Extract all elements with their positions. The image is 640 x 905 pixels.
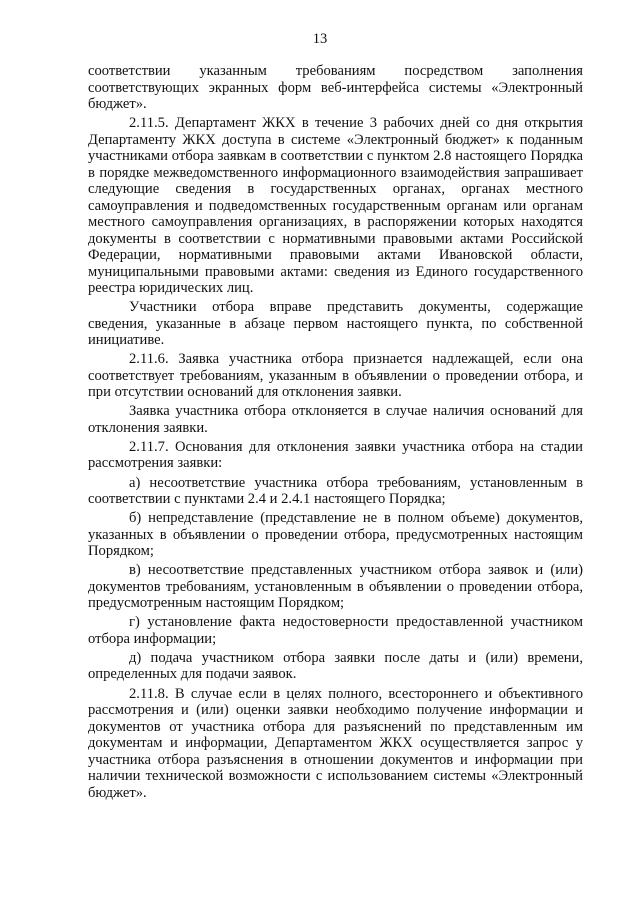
list-item-g: г) установление факта недостоверности предоставленной участником отбора информации;: [88, 614, 583, 647]
list-item-d: д) подача участником отбора заявки после даты и (или) времени, определенных для подачи заявок.: [88, 649, 583, 683]
paragraph-2-11-5: 2.11.5. Департамент ЖКХ в течение 3 рабочих дней со дня открытия Департаменту ЖКХ доступа в системе «Электронный бюджет» к поданным участниками отбора заявкам в соответствии с пунктом 2.8 настоящего Порядка в порядке межведомственного информационного взаимодействия запрашивает следующие сведения в государственных органах, органах местного самоуправления и подведомственных государственным органам или органам местного самоуправления организациях, в распоряжении которых находятся документы в соответствии с нормативными правовыми актами Российской Федерации, нормативными правовыми актами Ивановской области, муниципальными правовыми актами: сведения из Единого государственного реестра юридических лиц.: [88, 115, 583, 297]
paragraph-2-11-8: 2.11.8. В случае если в целях полного, всестороннего и объективного рассмотрения и (или) оценки заявки необходимо получение информации и документов от участника отбора для разъяснений по представленным им документам и информации, Департаментом ЖКХ осуществляется запрос у участника отбора разъяснения в отношении документов и информации при наличии технической возможности с использованием системы «Электронный бюджет».: [88, 685, 583, 801]
paragraph-continuation: соответствии указанным требованиям посредством заполнения соответствующих экранных форм веб-интерфейса системы «Электронный бюджет».: [88, 63, 583, 112]
paragraph-participants-right: Участники отбора вправе представить документы, содержащие сведения, указанные в абзаце первом настоящего пункта, по собственной инициативе.: [88, 299, 583, 349]
list-item-v: в) несоответствие представленных участником отбора заявок и (или) документов требованиям, установленным в объявлении о проведении отбора, предусмотренным настоящим Порядком;: [88, 562, 583, 612]
page-number: 13: [312, 31, 328, 47]
paragraph-rejection: Заявка участника отбора отклоняется в случае наличия оснований для отклонения заявки.: [88, 403, 583, 436]
paragraph-2-11-6: 2.11.6. Заявка участника отбора признается надлежащей, если она соответствует требованиям, указанным в объявлении о проведении отбора, и при отсутствии оснований для отклонения заявки.: [88, 351, 583, 401]
paragraph-2-11-7: 2.11.7. Основания для отклонения заявки участника отбора на стадии рассмотрения заявки:: [88, 438, 583, 472]
document-body: [88, 63, 583, 804]
list-item-a: а) несоответствие участника отбора требованиям, установленным в соответствии с пунктами 2.4 и 2.4.1 настоящего Порядка;: [88, 474, 583, 508]
list-item-b: б) непредставление (представление не в полном объеме) документов, указанных в объявлении о проведении отбора, предусмотренных настоящим Порядком;: [88, 510, 583, 560]
